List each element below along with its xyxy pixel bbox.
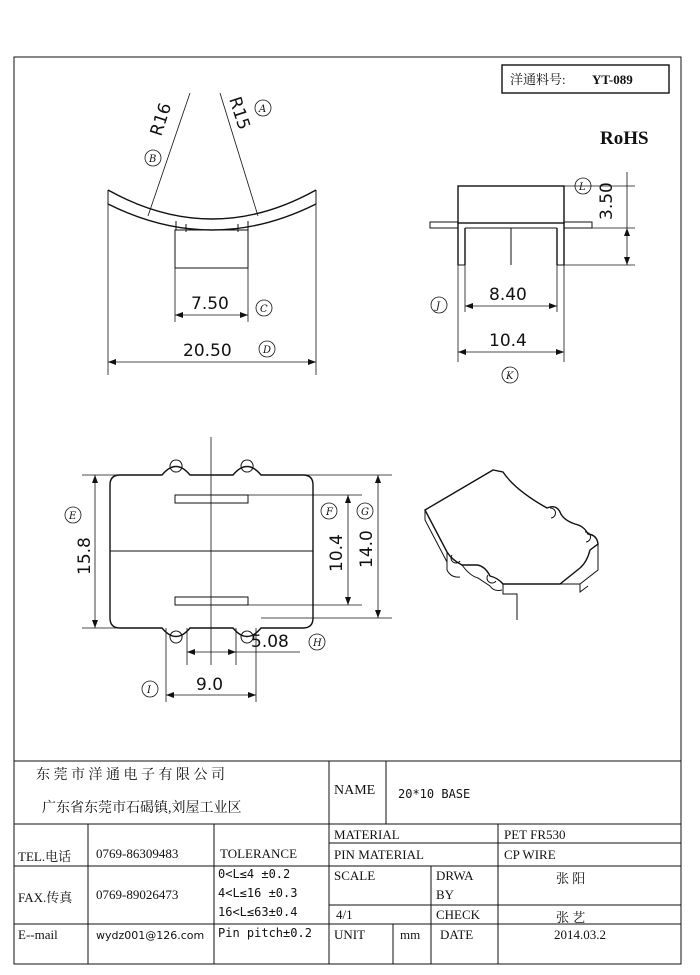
- svg-text:E: E: [69, 511, 77, 522]
- marker-e: [65, 507, 81, 523]
- name-value: 20*10 BASE: [398, 787, 471, 801]
- date-label: DATE: [440, 927, 474, 942]
- fax-value: 0769-89026473: [96, 887, 179, 902]
- marker-i: [142, 681, 158, 697]
- svg-text:G: G: [361, 507, 369, 518]
- email-label: E--mail: [18, 927, 58, 942]
- part-number-label: 洋通料号:: [510, 72, 566, 87]
- dim-14-0: 14.0: [357, 530, 377, 568]
- drawn-by-value: 张 阳: [556, 871, 586, 886]
- tel-label: TEL.电话: [18, 849, 72, 864]
- marker-f: [321, 503, 337, 519]
- drawn-by-label-line1: DRWA: [436, 868, 474, 883]
- marker-g: [357, 503, 373, 519]
- drawn-by-label-line2: BY: [436, 887, 455, 902]
- pin-material-label: PIN MATERIAL: [334, 847, 424, 862]
- part-number-box: [502, 65, 669, 93]
- dim-10-4-plan: 10.4: [327, 534, 347, 572]
- date-value: 2014.03.2: [554, 927, 606, 942]
- svg-text:L: L: [579, 182, 586, 193]
- svg-text:C: C: [260, 304, 268, 315]
- company-address: 广东省东莞市石碣镇,刘屋工业区: [42, 801, 242, 816]
- svg-text:K: K: [506, 371, 514, 382]
- plan-view: [65, 437, 392, 702]
- marker-j: [431, 297, 447, 313]
- marker-h: [309, 634, 325, 650]
- dim-r16: R16: [146, 100, 177, 139]
- unit-value: mm: [400, 927, 421, 942]
- scale-label: SCALE: [334, 868, 376, 883]
- dim-8-40: 8.40: [489, 285, 527, 305]
- scale-value: 4/1: [336, 907, 353, 922]
- svg-text:I: I: [147, 685, 151, 696]
- company-name: 东 莞 市 洋 通 电 子 有 限 公 司: [36, 768, 225, 783]
- name-label: NAME: [334, 783, 376, 798]
- unit-label: UNIT: [334, 927, 366, 942]
- tolerance-pin-pitch: Pin pitch±0.2: [218, 926, 312, 940]
- marker-a: [255, 100, 271, 116]
- part-number-value: YT-089: [592, 72, 633, 87]
- material-label: MATERIAL: [334, 827, 400, 842]
- material-value: PET FR530: [504, 827, 566, 842]
- dim-5-08: 5.08: [251, 632, 289, 652]
- dim-3-50: 3.50: [597, 182, 617, 220]
- dim-9-0: 9.0: [196, 675, 224, 695]
- tel-value: 0769-86309483: [96, 846, 179, 861]
- svg-text:B: B: [149, 154, 157, 165]
- dim-7-50: 7.50: [191, 294, 229, 314]
- svg-text:D: D: [263, 345, 272, 356]
- tolerance-range-1: 0<L≤4 ±0.2: [218, 867, 291, 881]
- check-value: 张 艺: [556, 910, 586, 925]
- pin-material-value: CP WIRE: [504, 847, 556, 862]
- tolerance-label: TOLERANCE: [220, 846, 298, 861]
- svg-text:H: H: [313, 638, 322, 649]
- svg-text:F: F: [326, 507, 333, 518]
- marker-k: [502, 367, 518, 383]
- email-value: wydz001@126.com: [96, 929, 205, 942]
- svg-text:J: J: [436, 301, 441, 312]
- rohs-mark: RoHS: [600, 128, 649, 149]
- tolerance-range-3: 16<L≤63±0.4: [218, 905, 298, 919]
- tolerance-range-2: 4<L≤16 ±0.3: [218, 886, 298, 900]
- top-view-curved: [108, 93, 316, 375]
- dim-20-50: 20.50: [183, 341, 232, 361]
- check-label: CHECK: [436, 907, 481, 922]
- dim-r15: R15: [224, 94, 254, 133]
- isometric-view: [425, 470, 598, 620]
- dim-15-8: 15.8: [75, 537, 95, 575]
- side-view: [430, 172, 635, 383]
- marker-d: [259, 341, 275, 357]
- marker-b: [145, 150, 161, 166]
- fax-label: FAX.传真: [18, 890, 73, 905]
- marker-c: [256, 300, 272, 316]
- dim-10-4-side: 10.4: [489, 331, 527, 351]
- svg-text:A: A: [259, 104, 267, 115]
